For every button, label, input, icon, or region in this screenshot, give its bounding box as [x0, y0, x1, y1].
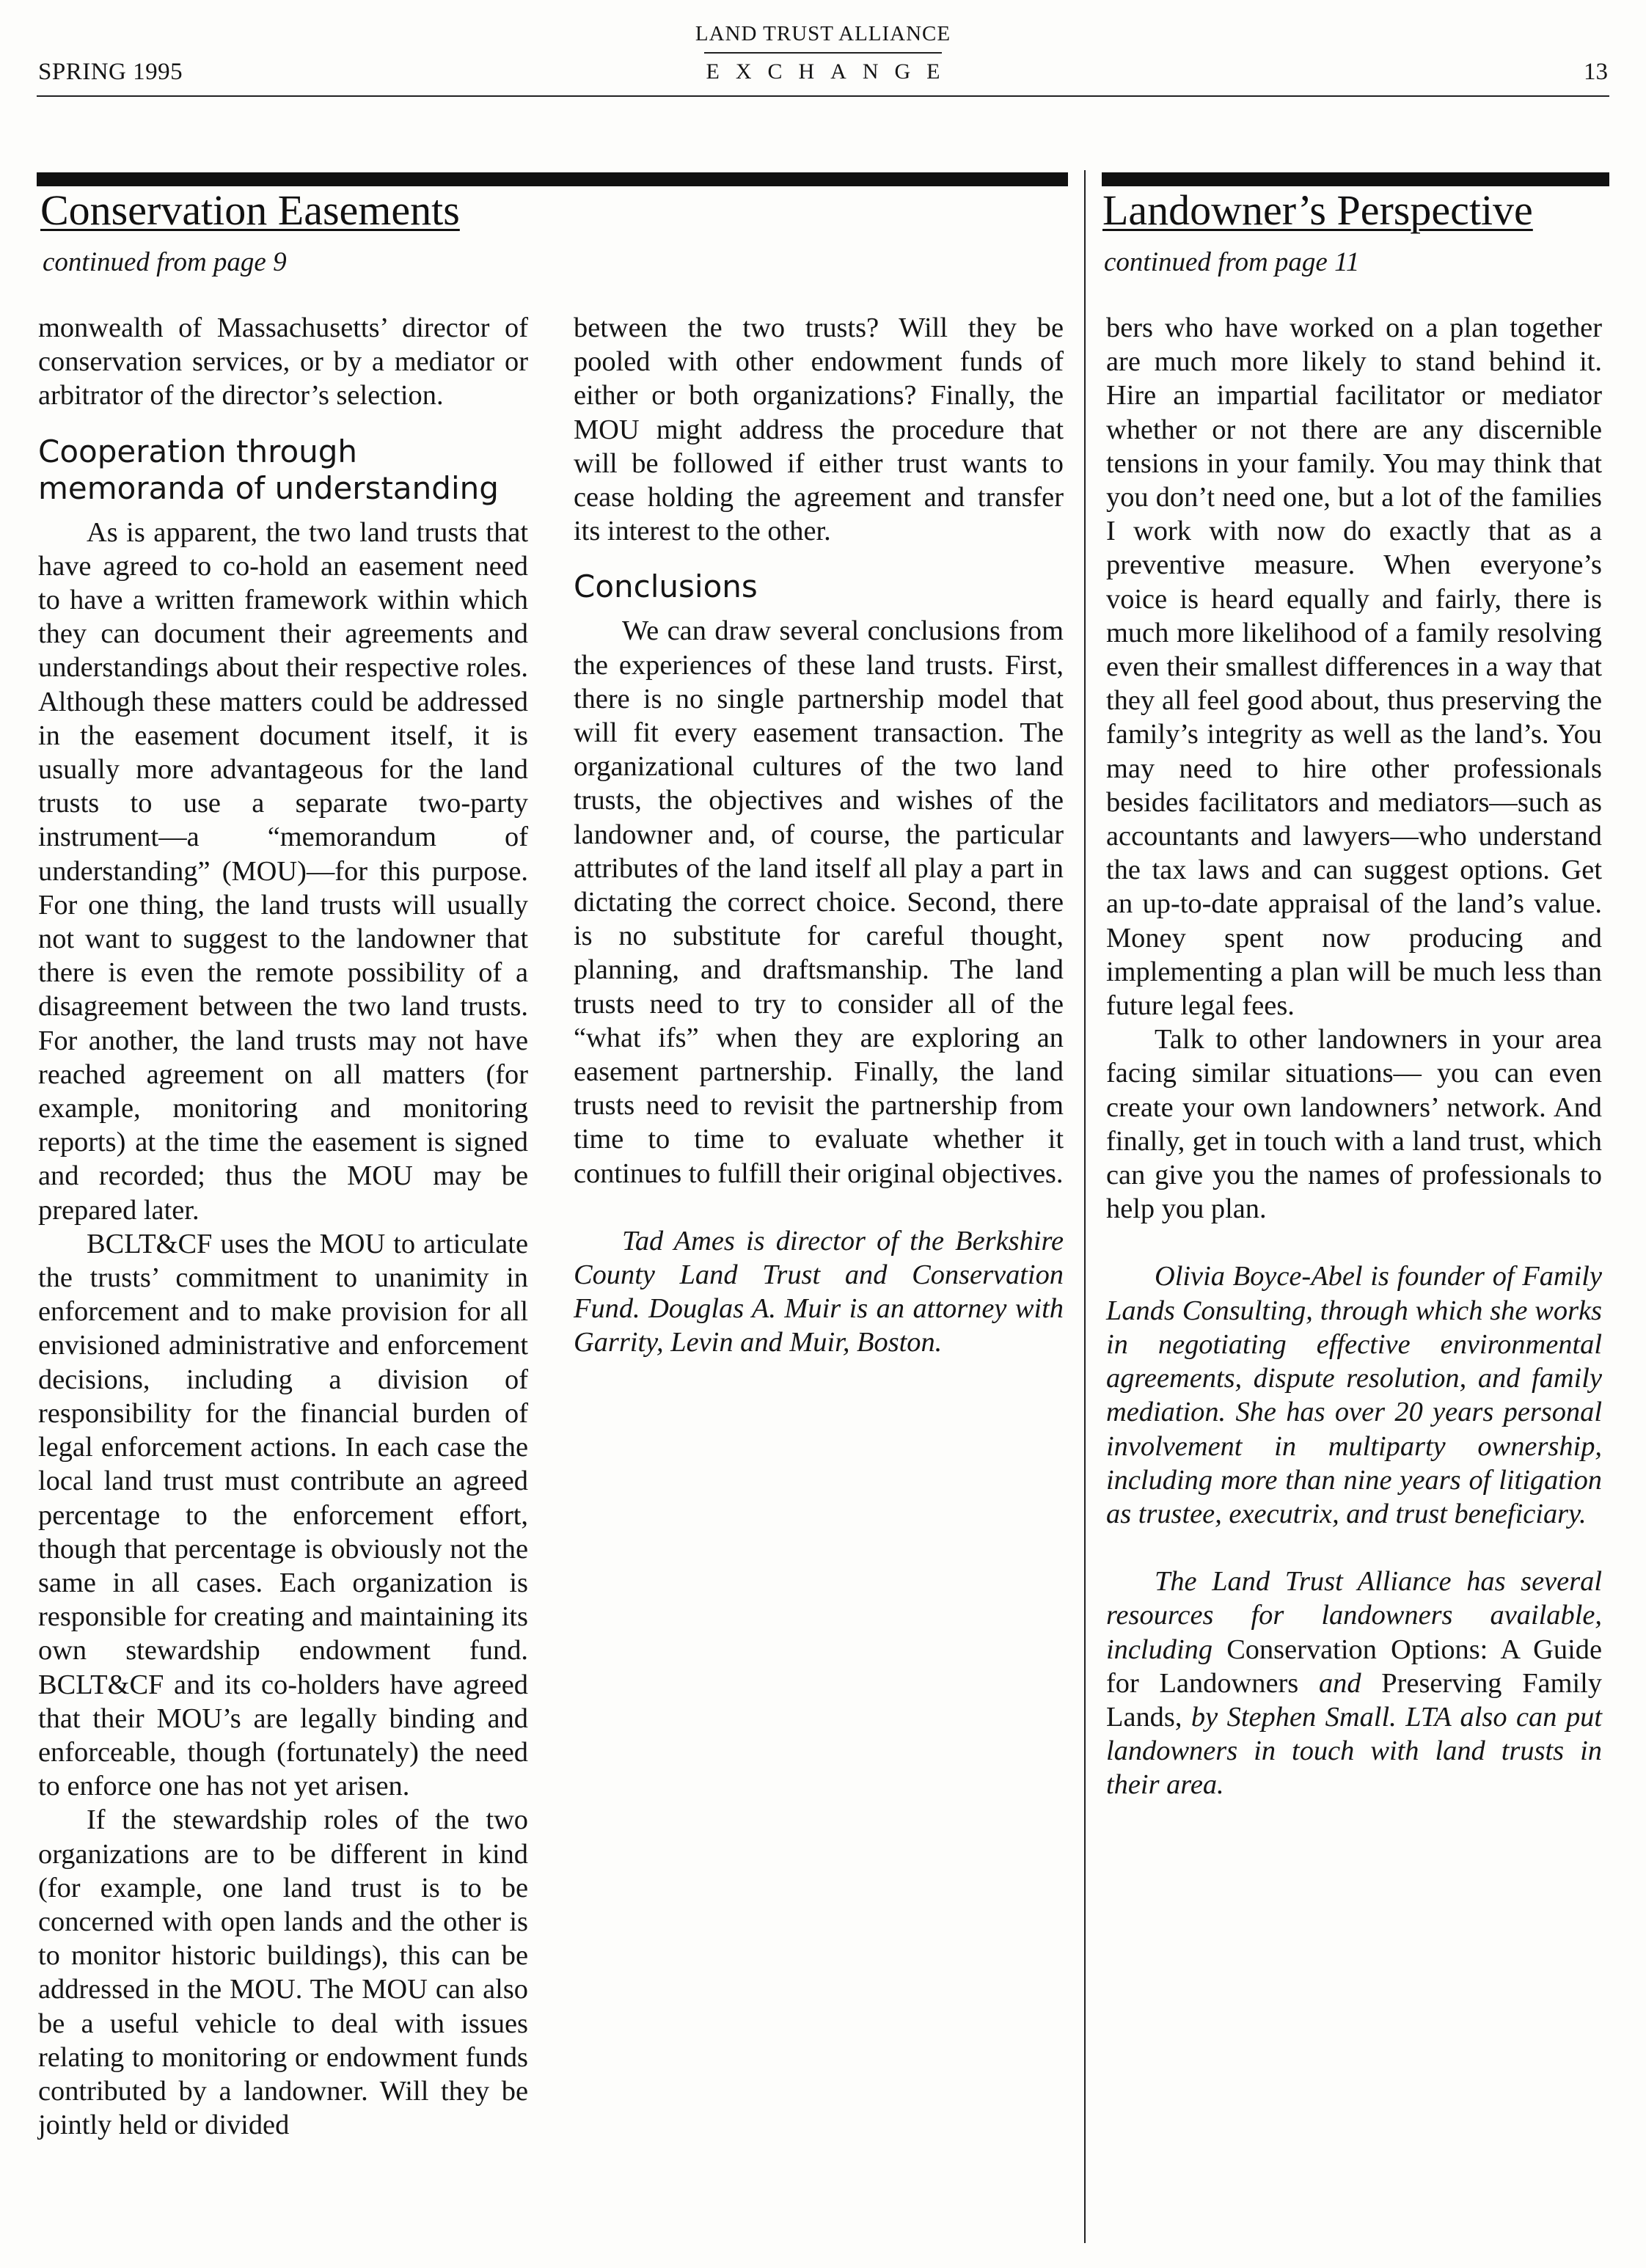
section-title-landowners-perspective: Landowner’s Perspective [1102, 186, 1533, 234]
resources-note [1106, 1565, 1602, 1801]
section-bar-left [37, 172, 1068, 186]
publication-subtitle: EXCHANGE [706, 59, 956, 84]
author-bio-easements: Tad Ames is director of the Berkshire County Land Trust and Conservation Fund. Douglas A. Muir is an attorney with Garrity, Levin and Muir, Boston. [574, 1225, 1064, 1358]
continued-note-left: continued from page 9 [43, 247, 287, 277]
paragraph: bers who have worked on a plan together are much more likely to stand behind it. Hire an impartial facilitator or mediator whether or not there are any discernible tensions in your family. You may think that you don’t need one, but a lot of the families I work with now do exactly that as a preventive measure. When everyone’s voice is heard equally and fairly, there is much more likelihood of a family resolving even their smallest differences in a way that they all feel good about, thus preserving the family’s integrity as well as the land’s. You may need to hire other professionals besides facilitators and mediators—such as accountants and lawyers—who understand the tax laws and can suggest options. Get an up-to-date appraisal of the land’s value. Money spent now producing and implementing a plan will be much less than future legal fees. [1106, 312, 1602, 1022]
continued-note-right: continued from page 11 [1104, 247, 1360, 277]
book-title-conservation-options: Conservation Options: A Guide for Landowners [1106, 1634, 1602, 1699]
spacer [1106, 1226, 1602, 1259]
paragraph: BCLT&CF uses the MOU to articulate the trusts’ commitment to unanimity in enforcement and to make provision for all envisioned administrative and enforcement decisions, including a division of responsibility for the financial burden of legal enforcement actions. In each case the local land trust must contribute an agreed percentage to the enforcement effort, though that percentage is obviously not the same in all cases. Each organization is responsible for creating and maintaining its own stewardship endowment fund. BCLT&CF and its co-holders have agreed that their MOU’s are legally binding and enforceable, though (fortunately) the need to enforce one has not yet arisen. [38, 1228, 528, 1802]
masthead-rule [704, 52, 942, 54]
paragraph: We can draw several conclusions from the experiences of these land trusts. First, there is no single partnership model that will fit every easement transaction. The organizational cultures of the two land trusts, the objectives and wishes of the landowner and, of course, the particular attributes of the land itself all play a part in dictating the correct choice. Second, there is no substitute for careful thought, planning, and draftsmanship. The land trusts need to try to consider all of the “what ifs” when they are exploring an easement partnership. Finally, the land trusts need to revisit the partnership from time to time to evaluate whether it continues to fulfill their original objectives. [574, 615, 1064, 1189]
article-column-2 [574, 311, 1064, 1360]
resources-rest: by Stephen Small. LTA also can put landowners in touch with land trusts in their area. [1106, 1701, 1602, 1801]
book-title-preserving-family-lands: Preserving Family Lands, [1106, 1667, 1602, 1733]
paragraph: between the two trusts? Will they be pooled with other endowment funds of either or both organizations? Finally, the MOU might address the procedure that will be followed if either trust wants to cease holding the agreement and transfer its interest to the other. [574, 312, 1064, 547]
spacer [574, 1190, 1064, 1224]
article-column-3 [1106, 311, 1602, 1802]
author-bio-landowner: Olivia Boyce-Abel is founder of Family Lands Consulting, through which she works in negotiating effective environmental agreements, dispute resolution, and family mediation. She has over 20 years personal involvement in multiparty ownership, including more than nine years of litigation as trustee, executrix, and trust beneficiary. [1106, 1261, 1602, 1529]
paragraph: If the stewardship roles of the two organizations are to be different in kind (for example, one land trust is to be concerned with open lands and the other is to monitor historic buildings), this can be addressed in the MOU. The MOU can also be a useful vehicle to deal with issues relating to monitoring or endowment funds contributed by a landowner. Will they be jointly held or divided [38, 1804, 528, 2141]
column-divider [1084, 170, 1086, 2243]
paragraph: As is apparent, the two land trusts that have agreed to co-hold an easement need to have a written framework within which they can document their agreements and understandings about their respective roles. Although these matters could be addressed in the easement document itself, it is usually more advantageous for the land trusts to use a separate two-party instrument—a “memorandum of understanding” (MOU)—for this purpose. For one thing, the land trusts will usually not want to suggest to the landowner that there is even the remote possibility of a disagreement between the two land trusts. For another, the land trusts may not have reached agreement on all matters (for example, monitoring and monitoring reports) at the time the easement is signed and recorded; thus the MOU may be prepared later. [38, 516, 528, 1226]
issue-date: SPRING 1995 [38, 59, 183, 85]
section-bar-right [1102, 172, 1609, 186]
paragraph: Talk to other landowners in your area facing similar situations— you can even create your own landowners’ network. And finally, get in touch with a land trust, which can give you the names of professionals to help you plan. [1106, 1024, 1602, 1225]
header-divider [37, 95, 1609, 97]
page-number: 13 [1584, 59, 1608, 85]
subheading-conclusions: Conclusions [574, 568, 758, 605]
subheading-memoranda: Cooperation through memoranda of understanding [38, 433, 499, 506]
section-title-conservation-easements: Conservation Easements [40, 186, 460, 234]
publication-masthead [623, 22, 1023, 84]
paragraph: monwealth of Massachusetts’ director of conservation services, or by a mediator or arbitrator of the director’s selection. [38, 312, 528, 411]
resources-and: and [1318, 1667, 1361, 1699]
resources-intro: The Land Trust Alliance has several resources for landowners available, including [1106, 1566, 1602, 1665]
publication-name: LAND TRUST ALLIANCE [695, 22, 951, 45]
spacer [1106, 1531, 1602, 1565]
article-column-1 [38, 311, 528, 2142]
